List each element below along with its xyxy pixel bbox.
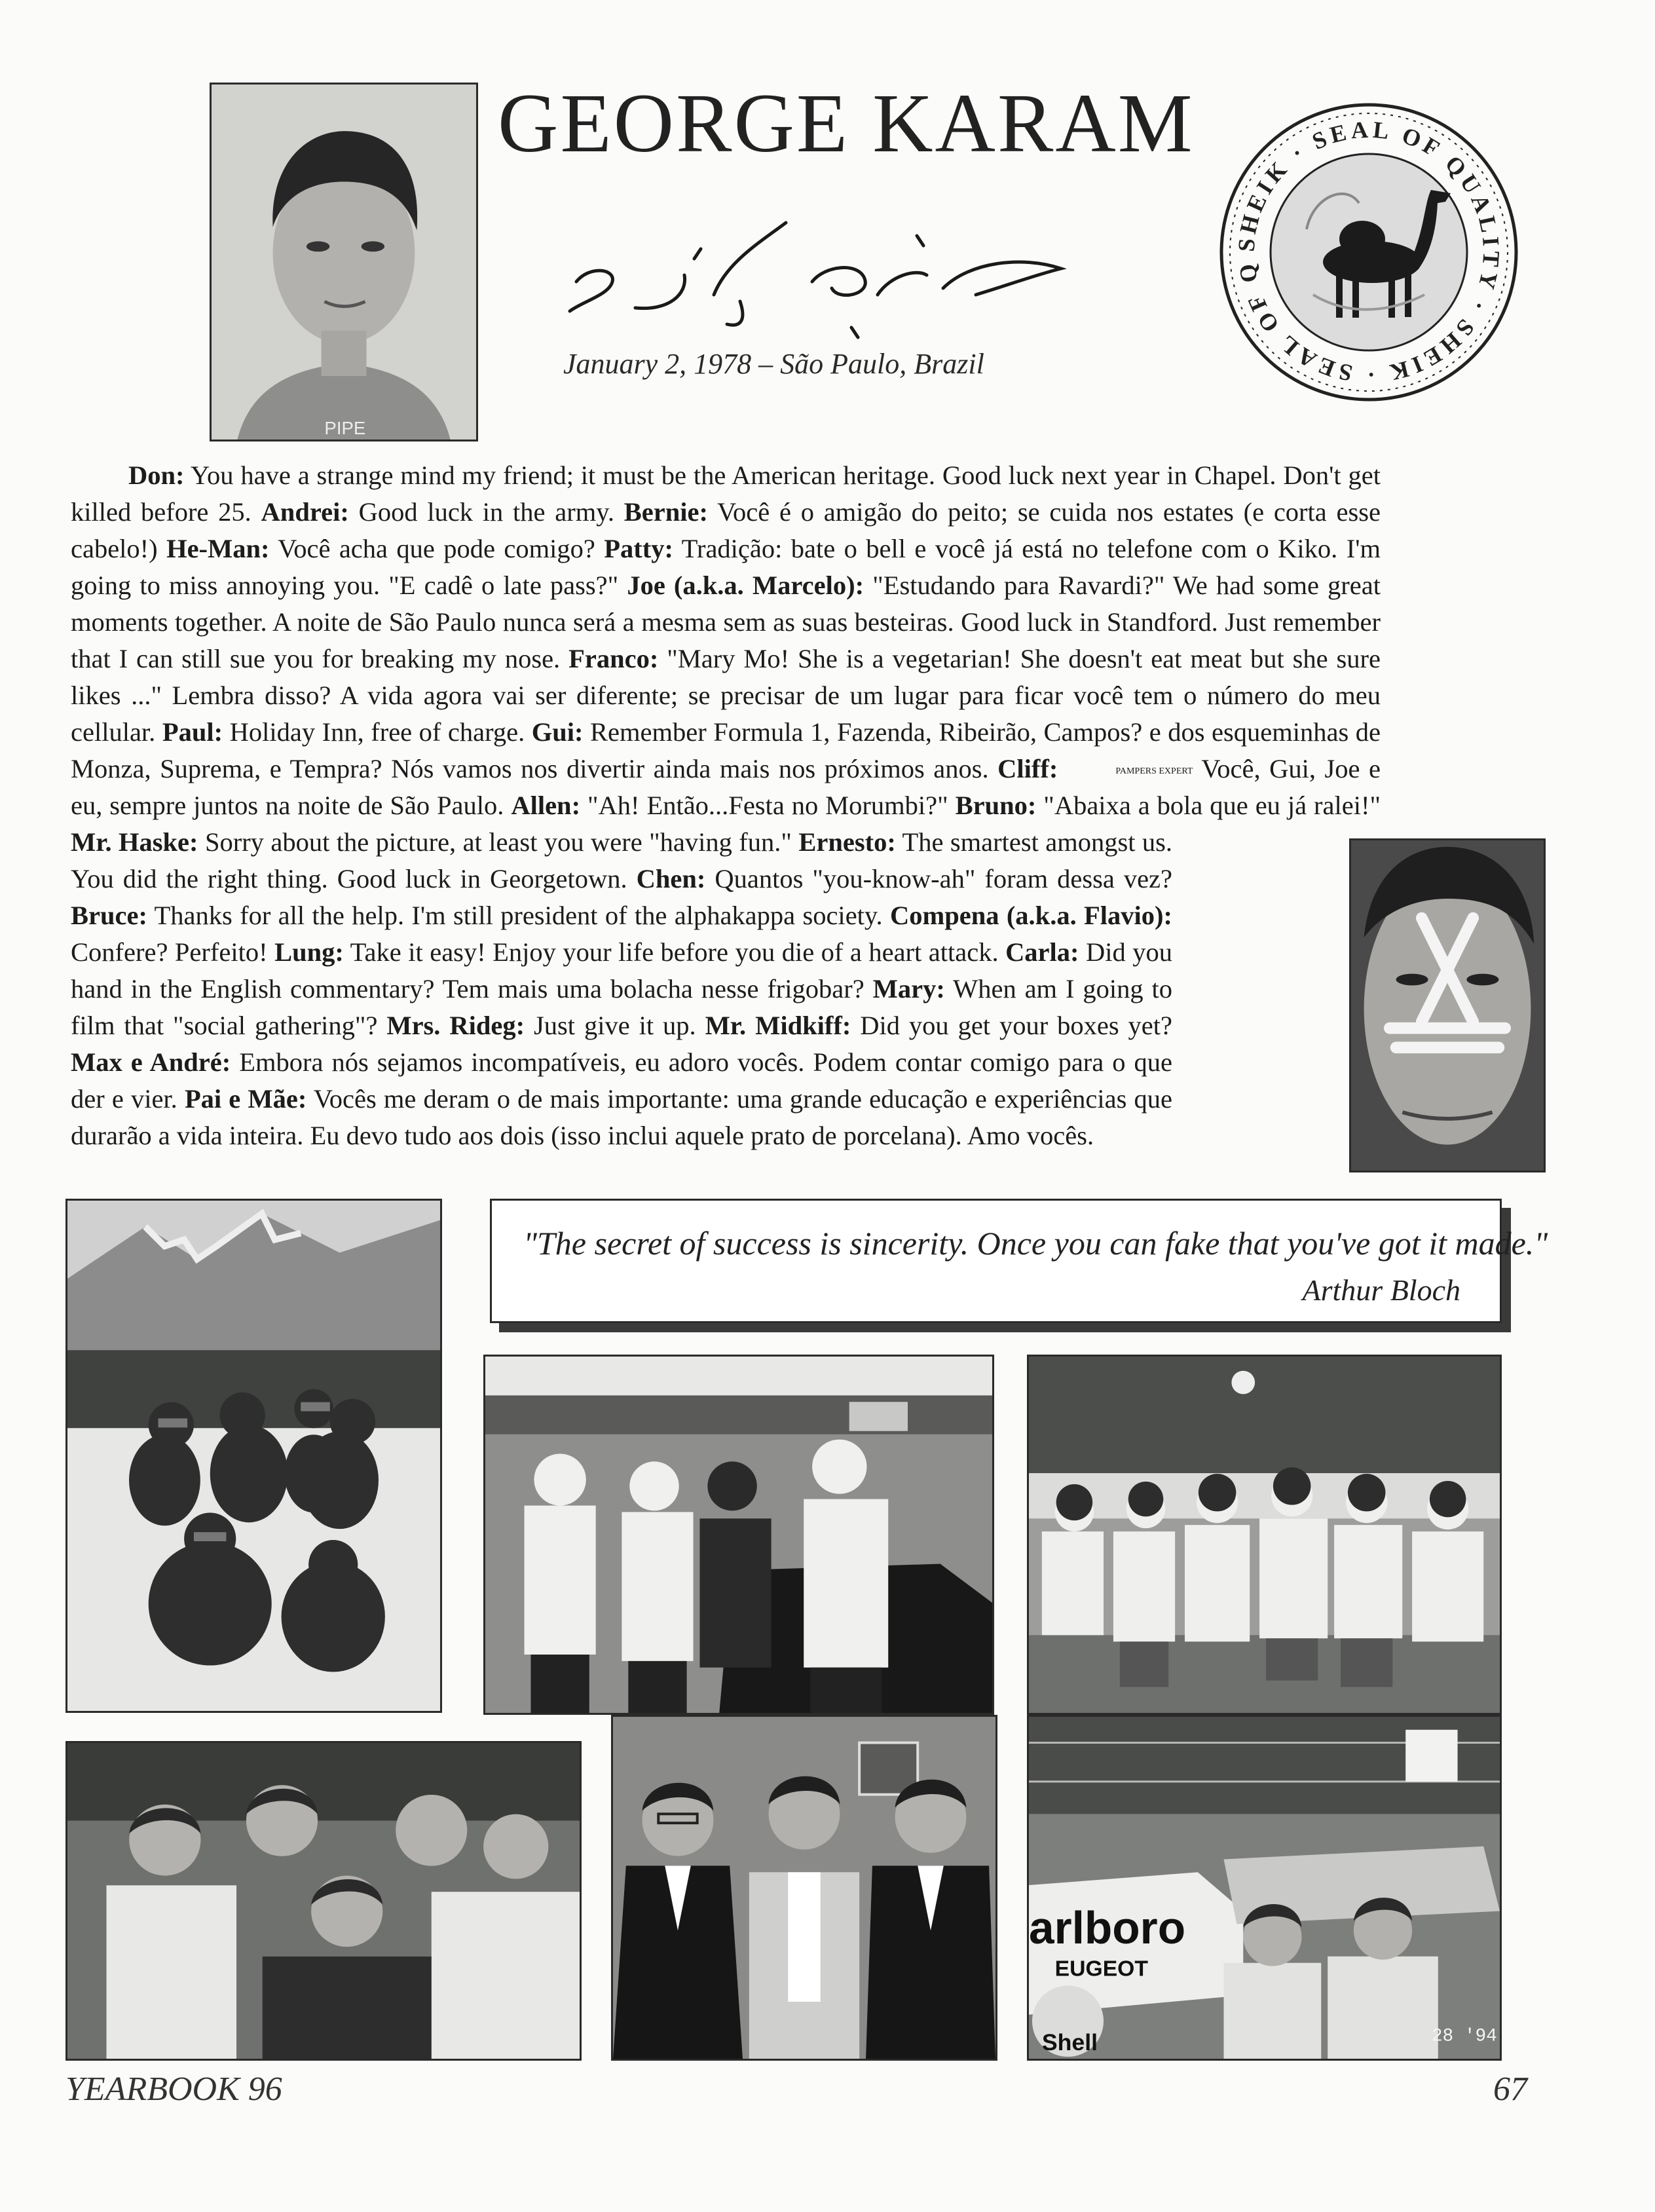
- dedication-message: Take it easy! Enjoy your life before you die of a heart attack.: [343, 937, 1006, 967]
- dedication-speaker: Bruce:: [71, 901, 147, 930]
- dedication-speaker: Pai e Mãe:: [184, 1084, 307, 1114]
- sheik-seal-of-quality-stamp: [1215, 98, 1523, 406]
- dedication-message: Did you hand in the English commentary? Tem mais uma bolacha nesse frigobar?: [71, 937, 1172, 1003]
- seal-ring-text: SHEIK · SEAL OF QUALITY · SHEIK · SEAL OF Q: [1233, 116, 1505, 388]
- dedication-speaker: Joe (a.k.a. Marcelo):: [627, 571, 865, 600]
- dedication-speaker: Paul:: [162, 717, 223, 747]
- dedication-message: You have a strange mind my friend; it must be the American heritage. Good luck next year in Chapel. Don't get killed before 25.: [71, 460, 1381, 527]
- dedication-speaker: Patty:: [604, 534, 673, 563]
- dedication-message: Você acha que pode comigo?: [269, 534, 604, 563]
- ski-group-photo: [65, 1199, 442, 1713]
- arabic-signature: [550, 197, 1113, 347]
- dedication-speaker: Chen:: [636, 864, 706, 893]
- four-friends-closeup-photo: [65, 1741, 582, 2061]
- dedication-speaker: Franco:: [568, 644, 659, 673]
- car-group-photo: [483, 1355, 994, 1715]
- dedication-message: Sorry about the picture, at least you were "having fun.": [198, 827, 799, 857]
- student-name: GEORGE KARAM: [498, 77, 1195, 170]
- footer-yearbook-title: YEARBOOK 96: [65, 2071, 282, 2108]
- dedication-message: Você, Gui, Joe e eu, sempre juntos na noite de São Paulo.: [71, 754, 1381, 820]
- dedication-message: Holiday Inn, free of charge.: [223, 717, 532, 747]
- quote-text: "The secret of success is sincerity. Once you can fake that you've got it made.": [523, 1225, 1548, 1262]
- dedication-speaker: Lung:: [274, 937, 344, 967]
- portrait-shirt-print: PIPE: [324, 418, 366, 439]
- dedication-speaker: Andrei:: [261, 497, 349, 527]
- shell-livery-text: Shell: [1041, 2029, 1098, 2056]
- dedication-speaker: Carla:: [1005, 937, 1079, 967]
- dedication-speaker: Allen:: [511, 791, 581, 820]
- dedication-speaker: He-Man:: [166, 534, 270, 563]
- footer-page-number: 67: [1493, 2071, 1527, 2108]
- dedication-speaker: Compena (a.k.a. Flavio):: [889, 901, 1172, 930]
- dedication-message: When am I going to film that "social gathering"?: [71, 974, 1172, 1040]
- dedication-speaker: Mr. Midkiff:: [705, 1011, 851, 1040]
- dedication-speaker: Ernesto:: [798, 827, 896, 857]
- marlboro-livery-text: arlboro: [1029, 1902, 1186, 1953]
- portrait-photo: [210, 83, 478, 441]
- bandaged-nose-photo: [1349, 838, 1546, 1172]
- dedication-speaker: Mary:: [872, 974, 945, 1003]
- formula1-garage-photo: [1027, 1715, 1502, 2061]
- dedication-message: Thanks for all the help. I'm still president of the alphakappa society.: [147, 901, 890, 930]
- photo-date-stamp: 28 '94: [1431, 2026, 1497, 2047]
- dedication-message: Embora nós sejamos incompatíveis, eu adoro vocês. Podem contar comigo para o que der e vier.: [71, 1047, 1173, 1114]
- quote-author: Arthur Bloch: [1302, 1273, 1460, 1307]
- dedication-speaker: Don:: [128, 460, 185, 490]
- dedication-speaker: Bruno:: [955, 791, 1037, 820]
- dedication-message: Remember Formula 1, Fazenda, Ribeirão, Campos? e dos esqueminhas de Monza, Suprema, e Tempra? Nós vamos nos divertir ainda mais nos próximos anos.: [71, 717, 1381, 783]
- dedication-speaker: Mrs. Rideg:: [386, 1011, 525, 1040]
- dedication-message: The smartest amongst us. You did the right thing. Good luck in Georgetown.: [71, 827, 1173, 893]
- dedication-message: Vocês me deram o de mais importante: uma grande educação e experiências que durarão a vida inteira. Eu devo tudo aos dois (isso inclui aquele prato de porcelana). Amo vocês.: [71, 1084, 1173, 1150]
- peugeot-livery-text: EUGEOT: [1054, 1957, 1149, 1981]
- dedication-message: Tradição: bate o bell e você já está no telefone com o Kiko. I'm going to miss annoying you. "E cadê o late pass?": [71, 534, 1381, 600]
- dedication-message: "Abaixa a bola que eu já ralei!": [1036, 791, 1381, 820]
- dedication-message: Did you get your boxes yet?: [851, 1011, 1172, 1040]
- dedication-message: Quantos "you-know-ah" foram dessa vez?: [705, 864, 1172, 893]
- dedication-speaker: Gui:: [531, 717, 584, 747]
- dedication-speaker: Cliff:: [997, 754, 1058, 783]
- quote-box: [490, 1199, 1548, 1323]
- dedication-message: Good luck in the army.: [348, 497, 624, 527]
- dedication-text: [71, 457, 1381, 1179]
- dedication-tiny-note: PAMPERS EXPERT: [1115, 766, 1193, 776]
- dedication-message: "Mary Mo! She is a vegetarian! She doesn't eat meat but she sure likes ..." Lembra disso? A vida agora vai ser diferente; se precisar de um lugar para ficar você tem o número do meu cellular.: [71, 644, 1381, 747]
- dedication-message: "Ah! Então...Festa no Morumbi?": [580, 791, 956, 820]
- dedication-message: Você é o amigão do peito; se cuida nos estates (e corta esse cabelo!): [71, 497, 1381, 563]
- dedication-message: Confere? Perfeito!: [71, 937, 275, 967]
- dedication-message: Just give it up.: [525, 1011, 705, 1040]
- dedication-speaker: Mr. Haske:: [71, 827, 198, 857]
- three-friends-in-suits-photo: [611, 1715, 997, 2061]
- six-friends-outdoor-photo: [1027, 1355, 1502, 1715]
- dedication-speaker: Bernie:: [623, 497, 708, 527]
- birth-date-place: January 2, 1978 – São Paulo, Brazil: [563, 348, 984, 380]
- dedication-message: "Estudando para Ravardi?" We had some great moments together. A noite de São Paulo nunca será a mesma sem as suas besteiras. Good luck in Standford. Just remember that I can still sue you for breaking my nose.: [71, 571, 1381, 673]
- dedication-speaker: Max e André:: [71, 1047, 231, 1077]
